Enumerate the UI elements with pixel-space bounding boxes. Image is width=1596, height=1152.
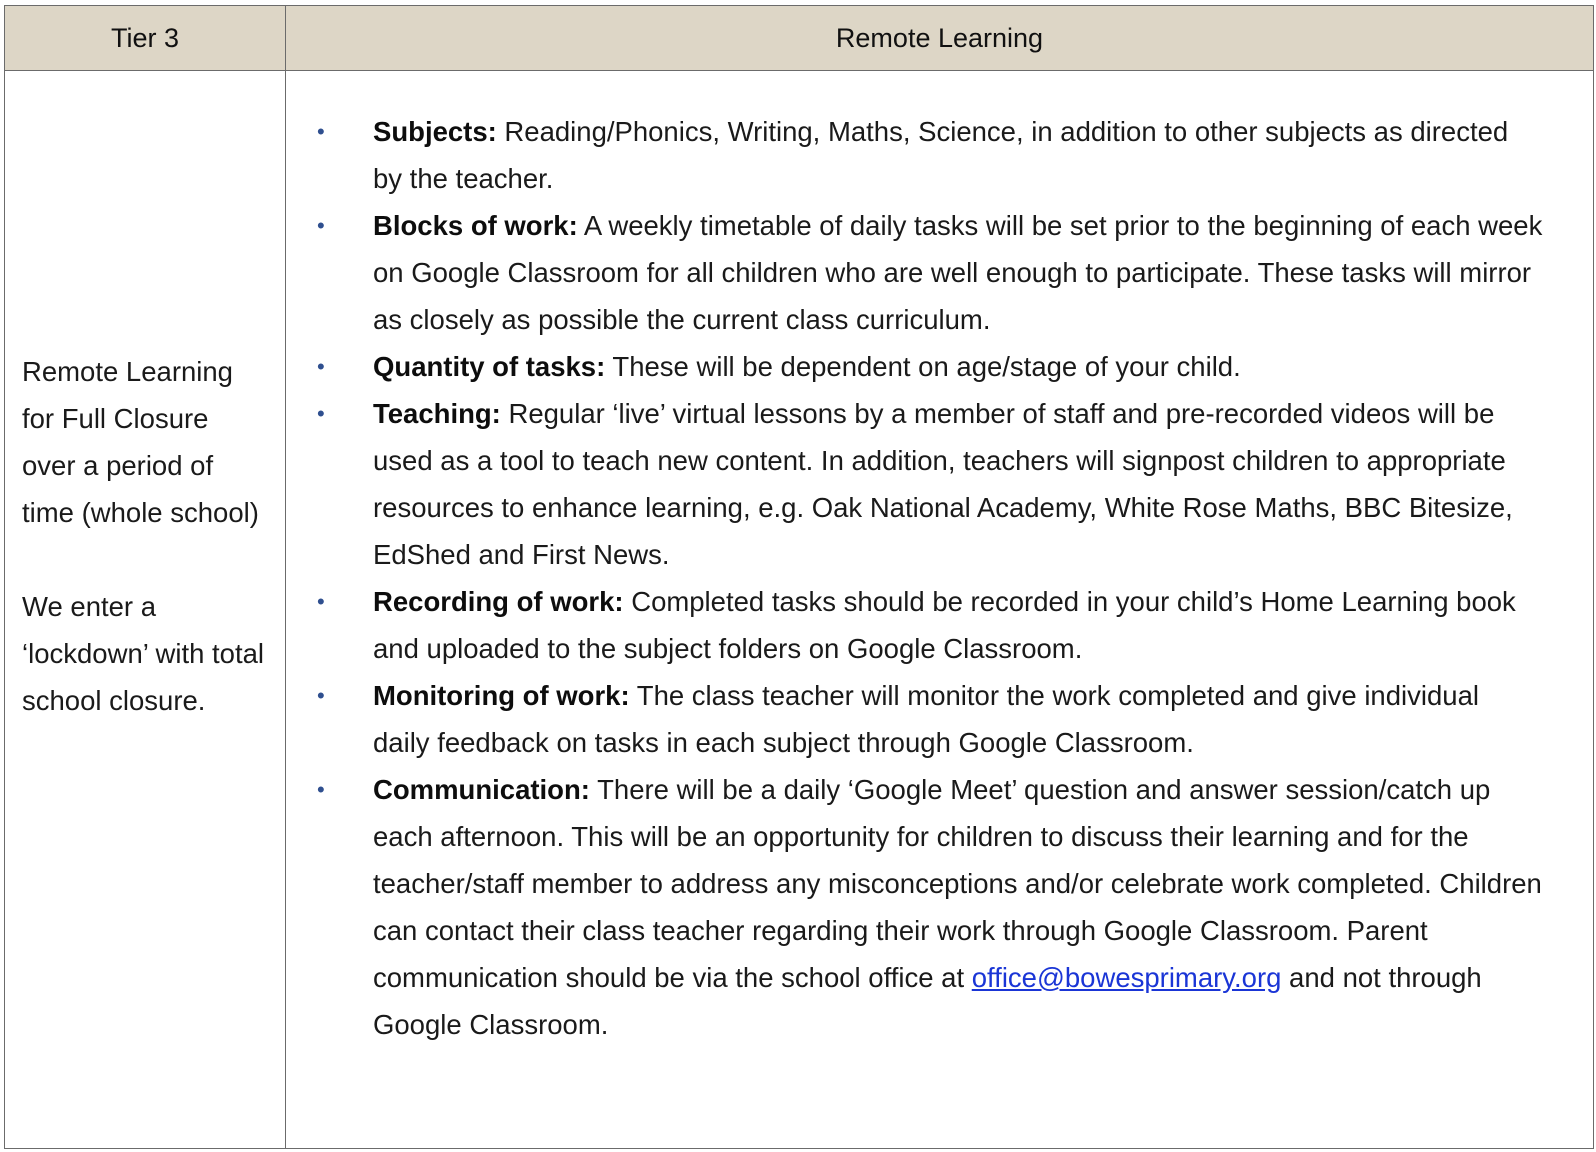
bullet-text: The class teacher will monitor the work completed and give individual daily feedback on tasks in each subject through Google Classroom. bbox=[373, 680, 1479, 758]
bullet-communication bbox=[286, 766, 1543, 1048]
bullet-heading: Teaching: bbox=[373, 398, 501, 429]
paragraph-spacer bbox=[22, 536, 269, 583]
tier-description-cell bbox=[5, 71, 286, 1149]
header-tier: Tier 3 bbox=[5, 6, 286, 71]
bullet-dot-icon: • bbox=[317, 354, 325, 379]
header-remote-learning: Remote Learning bbox=[286, 6, 1594, 71]
bullet-text: There will be a daily ‘Google Meet’ question and answer session/catch up each afternoon. This will be an opportunity for children to discuss their learning and for the teacher/staff member to address any misconceptions and/or celebrate work completed. Children can contact their class teacher regarding their work through Google Classroom. Parent communication should be via the school office at bbox=[373, 774, 1542, 993]
bullet-teaching bbox=[286, 390, 1543, 578]
tier-description-paragraph-1: Remote Learning for Full Closure over a period of time (whole school) bbox=[22, 356, 259, 528]
bullet-blocks-of-work bbox=[286, 202, 1543, 343]
table-row bbox=[5, 71, 1594, 1149]
bullet-dot-icon: • bbox=[317, 683, 325, 708]
bullet-text: Reading/Phonics, Writing, Maths, Science, in addition to other subjects as directed by the teacher. bbox=[373, 116, 1509, 194]
bullet-quantity-of-tasks bbox=[286, 343, 1543, 390]
school-office-email-link[interactable]: office@bowesprimary.org bbox=[971, 962, 1282, 993]
bullet-dot-icon: • bbox=[317, 777, 325, 802]
bullet-heading: Communication: bbox=[373, 774, 590, 805]
bullet-dot-icon: • bbox=[317, 119, 325, 144]
bullet-subjects bbox=[286, 108, 1543, 202]
bullet-text: These will be dependent on age/stage of your child. bbox=[605, 351, 1241, 382]
bullet-monitoring-of-work bbox=[286, 672, 1543, 766]
bullet-heading: Blocks of work: bbox=[373, 210, 578, 241]
bullet-text: Completed tasks should be recorded in your child’s Home Learning book and uploaded to the subject folders on Google Classroom. bbox=[373, 586, 1516, 664]
bullet-recording-of-work bbox=[286, 578, 1543, 672]
remote-learning-bullet-list bbox=[286, 71, 1593, 1048]
tier-description bbox=[5, 71, 285, 724]
bullet-dot-icon: • bbox=[317, 213, 325, 238]
bullet-text: A weekly timetable of daily tasks will be set prior to the beginning of each week on Google Classroom for all children who are well enough to participate. These tasks will mirror as closely as possible the current class curriculum. bbox=[373, 210, 1543, 335]
tier-description-paragraph-2: We enter a ‘lockdown’ with total school closure. bbox=[22, 591, 265, 716]
bullet-text-after-link: and not through Google Classroom. bbox=[373, 962, 1482, 1040]
bullet-dot-icon: • bbox=[317, 589, 325, 614]
bullet-heading: Subjects: bbox=[373, 116, 497, 147]
bullet-heading: Monitoring of work: bbox=[373, 680, 630, 711]
remote-learning-table bbox=[4, 5, 1594, 1149]
table-header-row bbox=[5, 6, 1594, 71]
bullet-text: Regular ‘live’ virtual lessons by a member of staff and pre-recorded videos will be used as a tool to teach new content. In addition, teachers will signpost children to appropriate resources to enhance learning, e.g. Oak National Academy, White Rose Maths, BBC Bitesize, EdShed and First News. bbox=[373, 398, 1513, 570]
bullet-heading: Recording of work: bbox=[373, 586, 624, 617]
remote-learning-details-cell bbox=[286, 71, 1594, 1149]
bullet-heading: Quantity of tasks: bbox=[373, 351, 606, 382]
bullet-dot-icon: • bbox=[317, 401, 325, 426]
